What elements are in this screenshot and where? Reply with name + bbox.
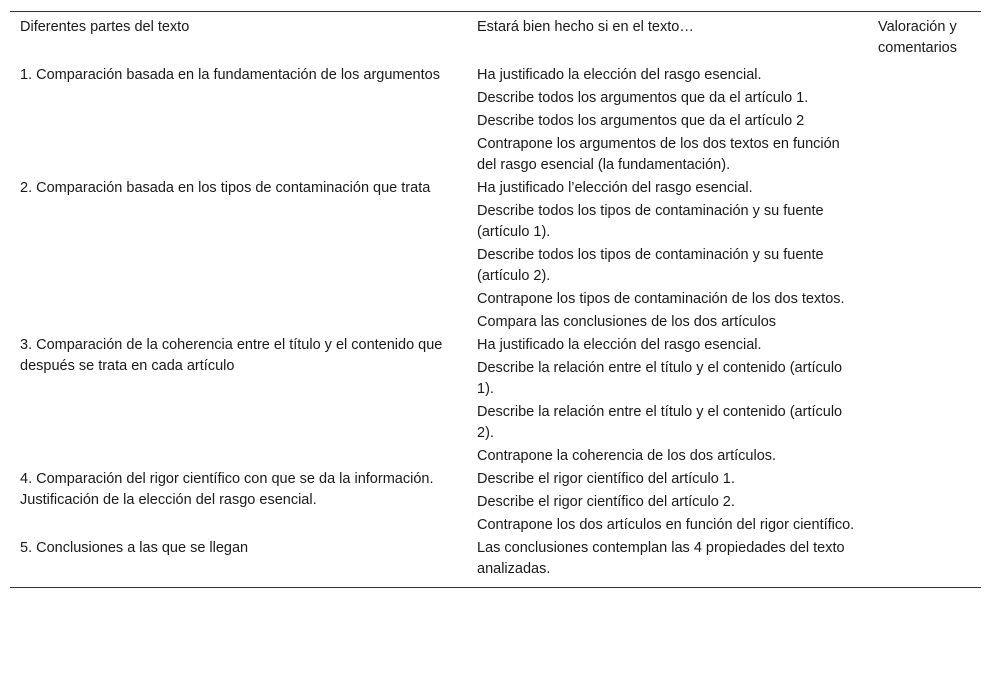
criterion: Contrapone los argumentos de los dos textos en función del rasgo esencial (la fundamentación). [477,136,840,173]
table-row [10,178,981,335]
criteria-cell [477,469,878,538]
criterion: Ha justificado l’elección del rasgo esencial. [477,180,753,196]
assessment-cell [878,65,981,178]
header-row [10,12,981,66]
criterion: Contrapone los dos artículos en función del rigor científico. [477,517,855,533]
criteria-cell [477,538,878,588]
header-parts: Diferentes partes del texto [20,19,190,35]
criteria-cell [477,335,878,469]
header-assessment: Valoración y comentarios [878,19,957,56]
rubric-table [10,11,981,588]
criterion: Las conclusiones contemplan las 4 propiedades del texto analizadas. [477,540,845,577]
assessment-cell [878,178,981,335]
part-cell: 4. Comparación del rigor científico con que se da la información. Justificación de la elección del rasgo esencial. [20,471,434,508]
assessment-cell [878,469,981,538]
table-row [10,538,981,588]
criterion: Describe todos los argumentos que da el artículo 1. [477,90,809,106]
part-cell: 2. Comparación basada en los tipos de contaminación que trata [20,180,431,196]
assessment-cell [878,538,981,588]
assessment-cell [878,335,981,469]
criterion: Describe el rigor científico del artículo 2. [477,494,735,510]
criterion: Describe todos los tipos de contaminación y su fuente (artículo 2). [477,247,824,284]
criterion: Ha justificado la elección del rasgo esencial. [477,337,762,353]
criterion: Describe el rigor científico del artículo 1. [477,471,735,487]
criterion: Contrapone la coherencia de los dos artículos. [477,448,777,464]
criterion: Compara las conclusiones de los dos artículos [477,314,777,330]
criterion: Ha justificado la elección del rasgo esencial. [477,67,762,83]
criterion: Describe todos los tipos de contaminación y su fuente (artículo 1). [477,203,824,240]
criteria-cell [477,178,878,335]
header-criteria: Estará bien hecho si en el texto… [477,19,694,35]
criteria-cell [477,65,878,178]
table-row [10,469,981,538]
criterion: Describe la relación entre el título y el contenido (artículo 2). [477,404,843,441]
part-cell: 5. Conclusiones a las que se llegan [20,540,249,556]
criterion: Contrapone los tipos de contaminación de los dos textos. [477,291,845,307]
table-row [10,335,981,469]
part-cell: 1. Comparación basada en la fundamentación de los argumentos [20,67,440,83]
criterion: Describe la relación entre el título y el contenido (artículo 1). [477,360,843,397]
criterion: Describe todos los argumentos que da el artículo 2 [477,113,805,129]
part-cell: 3. Comparación de la coherencia entre el título y el contenido que después se trata en cada artículo [20,337,443,374]
table-row [10,65,981,178]
